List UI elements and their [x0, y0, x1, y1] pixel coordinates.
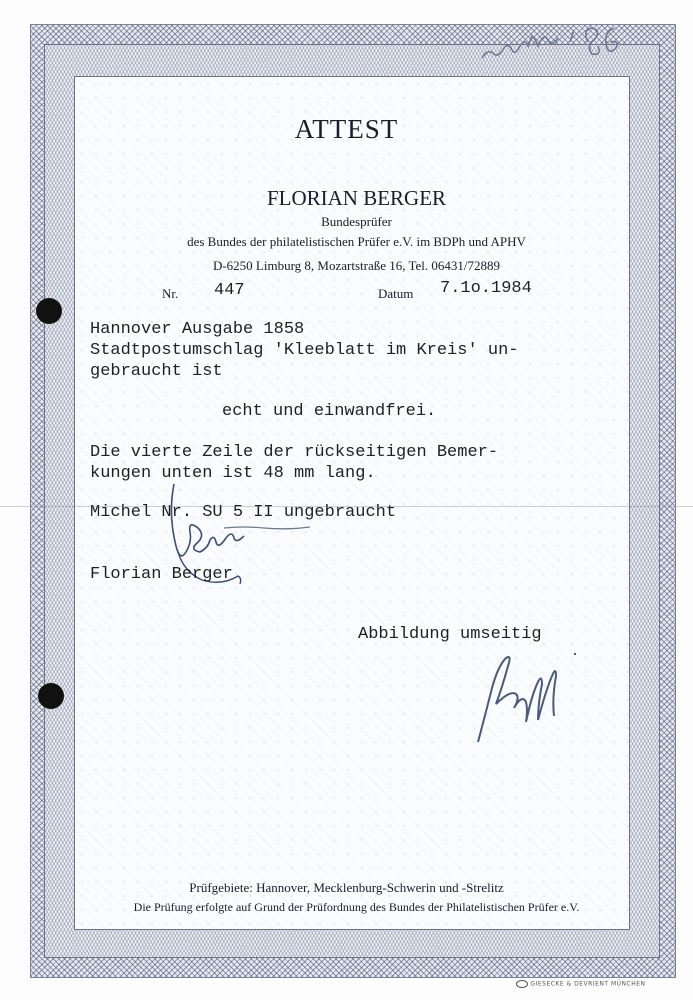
illustration-note: Abbildung umseitig [358, 625, 542, 644]
handwritten-note-top [476, 18, 626, 68]
certificate-number: 447 [214, 281, 245, 300]
item-line-1: Hannover Ausgabe 1858 [90, 320, 305, 339]
examiner-role: Bundesprüfer [321, 214, 392, 229]
number-label: Nr. [162, 286, 179, 301]
examination-areas: Prüfgebiete: Hannover, Mecklenburg-Schwerin und -Strelitz [189, 880, 504, 895]
punch-hole-bottom [38, 683, 64, 709]
printer-logo-icon [516, 980, 528, 988]
remark-line-2: kungen unten ist 48 mm lang. [90, 464, 376, 483]
item-line-2: Stadtpostumschlag 'Kleeblatt im Kreis' un- [90, 341, 519, 360]
printer-imprint [516, 980, 645, 988]
signer-name: Florian Berger [90, 565, 233, 584]
date-label: Datum [378, 286, 414, 301]
examiner-name: FLORIAN BERGER [266, 186, 447, 210]
examiner-association: des Bundes der philatelistischen Prüfer e.V. im BDPh und APHV [187, 234, 526, 249]
punch-hole-top [36, 298, 62, 324]
printer-imprint-text: GIESECKE & DEVRIENT MÜNCHEN [530, 980, 646, 988]
michel-catalogue-line: Michel Nr. SU 5 II ungebraucht [90, 503, 397, 522]
remark-line-1: Die vierte Zeile der rückseitigen Bemer- [90, 443, 499, 462]
paper-fold-line [0, 506, 693, 507]
examination-basis: Die Prüfung erfolgte auf Grund der Prüfordnung des Bundes der Philatelistischen Prüfer e.V. [133, 900, 580, 914]
certificate-title: ATTEST [294, 114, 399, 144]
examiner-address: D-6250 Limburg 8, Mozartstraße 16, Tel. 06431/72889 [212, 258, 501, 273]
item-line-3: gebraucht ist [90, 362, 223, 381]
certificate-date: 7.1o.1984 [440, 279, 532, 298]
verdict-text: echt und einwandfrei. [222, 402, 437, 421]
handwritten-initials [470, 648, 590, 748]
